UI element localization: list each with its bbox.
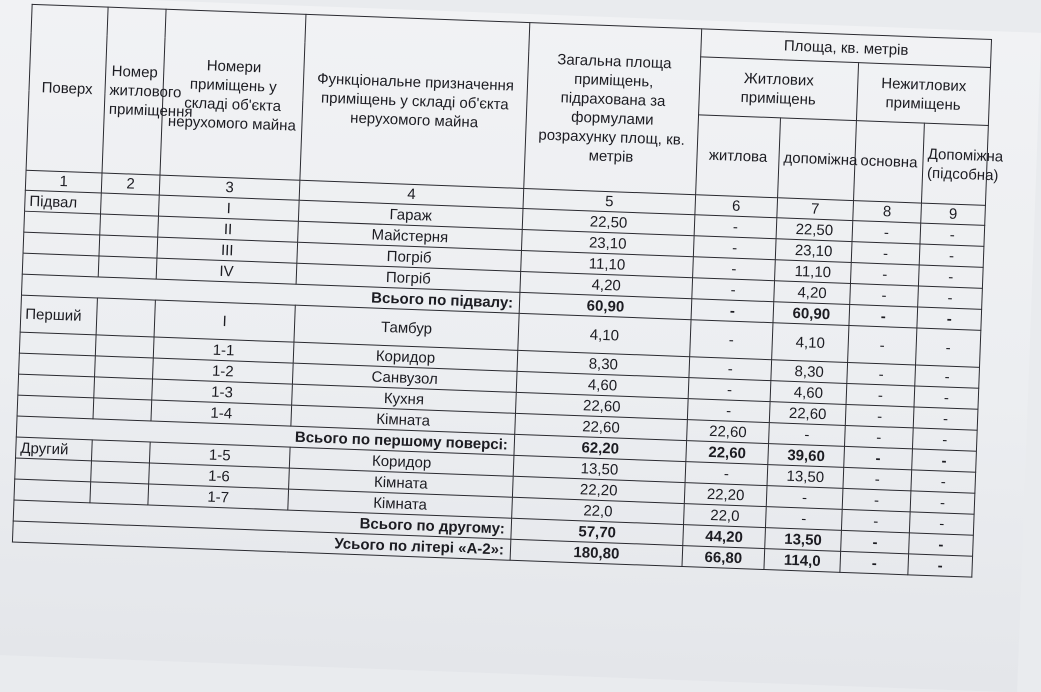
dwelling-cell: [95, 335, 154, 358]
floor-cell: [14, 479, 91, 503]
living-cell: -: [693, 257, 776, 281]
total-cell: 4,20: [520, 271, 693, 298]
dwelling-cell: [101, 193, 160, 216]
subtotal-label: Всього по другому:: [13, 500, 511, 539]
room-number-cell: 1-4: [151, 400, 292, 426]
dwelling-cell: [98, 256, 157, 279]
header-subsidiary: Допоміжна (підсобна): [921, 123, 988, 205]
header-main: основна: [854, 121, 925, 203]
room-number-cell: 1-2: [153, 358, 294, 384]
subsidiary-cell: -: [912, 428, 977, 451]
auxiliary-cell: 13,50: [765, 528, 842, 552]
living-cell: -: [693, 236, 776, 260]
total-cell: 22,0: [512, 497, 685, 524]
subsidiary-cell: -: [920, 223, 985, 246]
col-number: 1: [25, 170, 102, 193]
living-cell: -: [691, 299, 774, 323]
living-cell: -: [689, 357, 772, 381]
main-cell: -: [846, 383, 915, 406]
main-cell: -: [847, 362, 916, 385]
room-number-cell: 1-6: [149, 463, 290, 489]
purpose-cell: Погріб: [297, 242, 522, 271]
total-cell: 22,20: [512, 476, 685, 503]
subsidiary-cell: -: [908, 554, 973, 577]
header-area-group: Площа, кв. метрів: [701, 29, 992, 68]
floor-cell: Другий: [16, 437, 93, 461]
auxiliary-cell: 4,20: [774, 281, 851, 305]
main-cell: -: [849, 305, 918, 328]
floor-cell: [19, 353, 96, 377]
living-cell: -: [685, 462, 768, 486]
floor-cell: [15, 458, 92, 482]
subsidiary-cell: -: [909, 533, 974, 556]
header-nonliving-group: Нежитлових приміщень: [856, 63, 990, 126]
living-cell: -: [687, 399, 770, 423]
purpose-cell: Кухня: [292, 384, 517, 413]
auxiliary-cell: 13,50: [767, 465, 844, 489]
col-number: 9: [921, 203, 986, 225]
auxiliary-cell: 4,10: [772, 323, 849, 363]
purpose-cell: Кімната: [288, 489, 513, 518]
subsidiary-cell: -: [918, 286, 983, 309]
purpose-cell: Тамбур: [294, 305, 519, 350]
auxiliary-cell: 8,30: [771, 360, 848, 384]
subtotal-label: Всього по підвалу:: [21, 274, 519, 313]
main-cell: -: [841, 509, 910, 532]
header-room-numbers: Номери приміщень у складі об'єкта нерухомого майна: [160, 9, 306, 180]
floor-cell: [24, 211, 101, 235]
dwelling-cell: [93, 398, 152, 421]
main-cell: -: [843, 467, 912, 490]
auxiliary-cell: 114,0: [764, 549, 841, 573]
header-floor: Поверх: [26, 4, 108, 173]
floor-cell: [23, 232, 100, 256]
subsidiary-cell: -: [915, 365, 980, 388]
dwelling-cell: [100, 214, 159, 237]
main-cell: -: [840, 551, 909, 574]
col-number: 2: [101, 173, 160, 195]
total-cell: 22,50: [522, 208, 695, 235]
total-cell: 22,60: [515, 413, 688, 440]
auxiliary-cell: 39,60: [768, 444, 845, 468]
total-cell: 180,80: [510, 539, 683, 566]
total-cell: 57,70: [511, 518, 684, 545]
purpose-cell: Майстерня: [298, 221, 523, 250]
col-number: 6: [695, 195, 778, 218]
auxiliary-cell: -: [766, 486, 843, 510]
subtotal-label: Всього по першому поверсі:: [16, 416, 514, 455]
col-number: 5: [523, 188, 696, 214]
living-cell: 22,20: [684, 483, 767, 507]
grand-total-label: Усього по літері «А-2»:: [12, 521, 510, 560]
purpose-cell: Кімната: [289, 468, 514, 497]
living-cell: 66,80: [682, 546, 765, 570]
main-cell: -: [841, 530, 910, 553]
total-cell: 23,10: [521, 229, 694, 256]
subsidiary-cell: -: [917, 307, 982, 330]
living-cell: 22,60: [686, 441, 769, 465]
purpose-cell: Погріб: [296, 263, 521, 292]
dwelling-cell: [95, 356, 154, 379]
auxiliary-cell: -: [765, 507, 842, 531]
header-living: житлова: [696, 115, 781, 198]
total-cell: 4,10: [518, 313, 691, 356]
living-cell: -: [692, 278, 775, 302]
subsidiary-cell: -: [916, 328, 981, 367]
main-cell: -: [845, 425, 914, 448]
room-number-cell: 1-3: [152, 379, 293, 405]
total-cell: 8,30: [517, 350, 690, 377]
main-cell: -: [844, 446, 913, 469]
main-cell: -: [848, 325, 917, 364]
auxiliary-cell: 22,60: [769, 402, 846, 426]
total-cell: 22,60: [515, 392, 688, 419]
floor-cell: Підвал: [25, 190, 102, 214]
purpose-cell: Кімната: [291, 405, 516, 434]
auxiliary-cell: 60,90: [773, 302, 850, 326]
subsidiary-cell: -: [914, 386, 979, 409]
dwelling-cell: [99, 235, 158, 258]
subsidiary-cell: -: [910, 491, 975, 514]
floor-cell: [19, 332, 96, 356]
col-number: 8: [853, 201, 922, 223]
total-cell: 62,20: [514, 434, 687, 461]
header-living-group: Житлових приміщень: [699, 57, 859, 121]
auxiliary-cell: -: [769, 423, 846, 447]
col-number: 3: [159, 175, 300, 200]
auxiliary-cell: 11,10: [775, 260, 852, 284]
total-cell: 11,10: [521, 250, 694, 277]
living-cell: -: [688, 378, 771, 402]
auxiliary-cell: 23,10: [775, 239, 852, 263]
main-cell: -: [852, 221, 921, 244]
col-number: 7: [777, 198, 854, 221]
total-cell: 4,60: [516, 371, 689, 398]
main-cell: -: [850, 263, 919, 286]
total-cell: 60,90: [519, 292, 692, 319]
auxiliary-cell: 22,50: [776, 218, 853, 242]
subsidiary-cell: -: [918, 265, 983, 288]
dwelling-cell: [96, 298, 155, 337]
dwelling-cell: [91, 440, 150, 463]
total-cell: 13,50: [513, 455, 686, 482]
col-number: 4: [299, 180, 524, 208]
room-number-cell: III: [157, 237, 298, 263]
subsidiary-cell: -: [912, 449, 977, 472]
subsidiary-cell: -: [911, 470, 976, 493]
dwelling-cell: [94, 377, 153, 400]
header-total-area: Загальна площа приміщень, підрахована за формулами розрахунку площ, кв. метрів: [524, 23, 702, 195]
floor-cell: [17, 395, 94, 419]
header-auxiliary: допоміжна: [778, 118, 857, 201]
main-cell: -: [851, 242, 920, 265]
floor-cell: Перший: [20, 295, 97, 335]
main-cell: -: [845, 404, 914, 427]
dwelling-cell: [91, 461, 150, 484]
room-number-cell: 1-7: [148, 484, 289, 510]
room-number-cell: II: [158, 216, 299, 242]
purpose-cell: Коридор: [293, 342, 518, 371]
room-number-cell: 1-1: [153, 337, 294, 363]
purpose-cell: Санвузол: [292, 363, 517, 392]
subsidiary-cell: -: [909, 512, 974, 535]
main-cell: -: [850, 284, 919, 307]
header-dwelling-number: Номер житлового приміщення: [102, 7, 166, 175]
living-cell: -: [694, 215, 777, 239]
floor-cell: [18, 374, 95, 398]
header-purpose: Функціональне призначення приміщень у складі об'єкта нерухомого майна: [300, 14, 530, 188]
room-number-cell: IV: [156, 258, 297, 284]
living-cell: 22,0: [684, 504, 767, 528]
room-number-cell: 1-5: [149, 442, 290, 468]
floor-cell: [22, 253, 99, 277]
main-cell: -: [842, 488, 911, 511]
purpose-cell: Гараж: [298, 200, 523, 229]
living-cell: 44,20: [683, 525, 766, 549]
room-number-cell: I: [158, 195, 299, 221]
purpose-cell: Коридор: [289, 447, 514, 476]
room-number-cell: I: [154, 300, 295, 342]
auxiliary-cell: 4,60: [770, 381, 847, 405]
subsidiary-cell: -: [913, 407, 978, 430]
subsidiary-cell: -: [919, 244, 984, 267]
dwelling-cell: [90, 482, 149, 505]
living-cell: 22,60: [687, 420, 770, 444]
area-table: [12, 4, 1004, 578]
living-cell: -: [690, 320, 773, 360]
